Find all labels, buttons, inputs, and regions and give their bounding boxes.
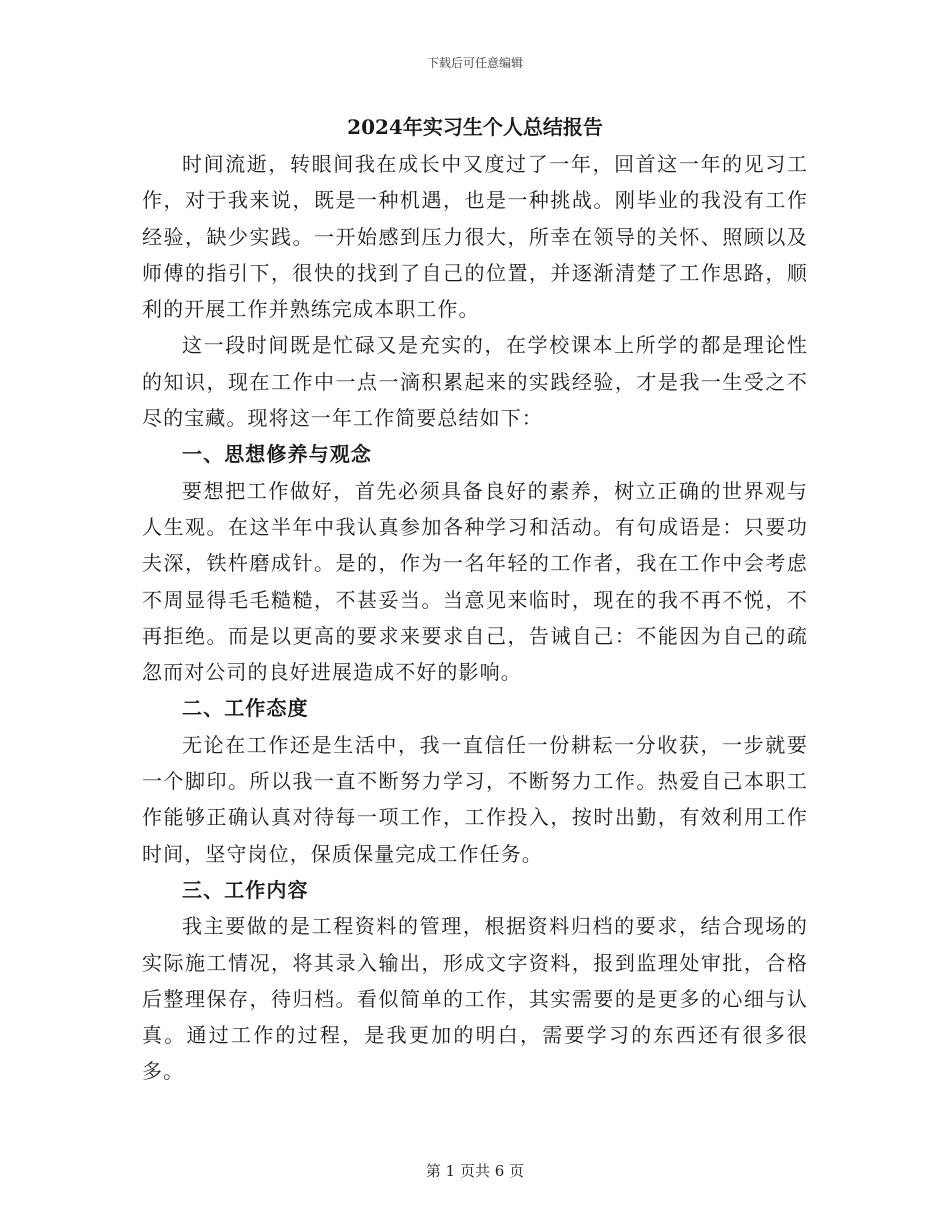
section-heading-2: 二、工作态度	[182, 696, 309, 721]
page-number-footer: 第 1 页共 6 页	[425, 1162, 525, 1180]
section-body-1: 要想把工作做好，首先必须具备良好的素养，树立正确的世界观与人生观。在这半年中我认真参加各种学习和活动。有句成语是：只要功夫深，铁杵磨成针。是的，作为一名年轻的工作者，我在工作中会考虑不周显得毛毛糙糙，不甚妥当。当意见来临时，现在的我不再不悦，不再拒绝。而是以更高的要求来要求自己，告诫自己：不能因为自己的疏忽而对公司的良好进展造成不好的影响。	[142, 478, 808, 685]
section-body-3: 我主要做的是工程资料的管理，根据资料归档的要求，结合现场的实际施工情况，将其录入输出，形成文字资料，报到监理处审批，合格后整理保存，待归档。看似简单的工作，其实需要的是更多的心细与认真。通过工作的过程，是我更加的明白，需要学习的东西还有很多很多。	[142, 914, 808, 1084]
document-body	[142, 108, 808, 1090]
intro-paragraph-2: 这一段时间既是忙碌又是充实的，在学校课本上所学的都是理论性的知识，现在工作中一点一滴积累起来的实践经验，才是我一生受之不尽的宝藏。现将这一年工作简要总结如下：	[142, 333, 808, 431]
intro-paragraph-1: 时间流逝，转眼间我在成长中又度过了一年，回首这一年的见习工作，对于我来说，既是一种机遇，也是一种挑战。刚毕业的我没有工作经验，缺少实践。一开始感到压力很大，所幸在领导的关怀、照顾以及师傅的指引下，很快的找到了自己的位置，并逐渐清楚了工作思路，顺利的开展工作并熟练完成本职工作。	[142, 152, 808, 322]
section-heading-1: 一、思想修养与观念	[182, 442, 372, 467]
document-title: 2024年实习生个人总结报告	[347, 115, 603, 139]
page-header-note: 下载后可任意编辑	[426, 56, 523, 70]
section-heading-3: 三、工作内容	[182, 877, 309, 902]
section-body-2: 无论在工作还是生活中，我一直信任一份耕耘一分收获，一步就要一个脚印。所以我一直不断努力学习，不断努力工作。热爱自己本职工作能够正确认真对待每一项工作，工作投入，按时出勤，有效利用工作时间，坚守岗位，保质保量完成工作任务。	[142, 732, 808, 866]
